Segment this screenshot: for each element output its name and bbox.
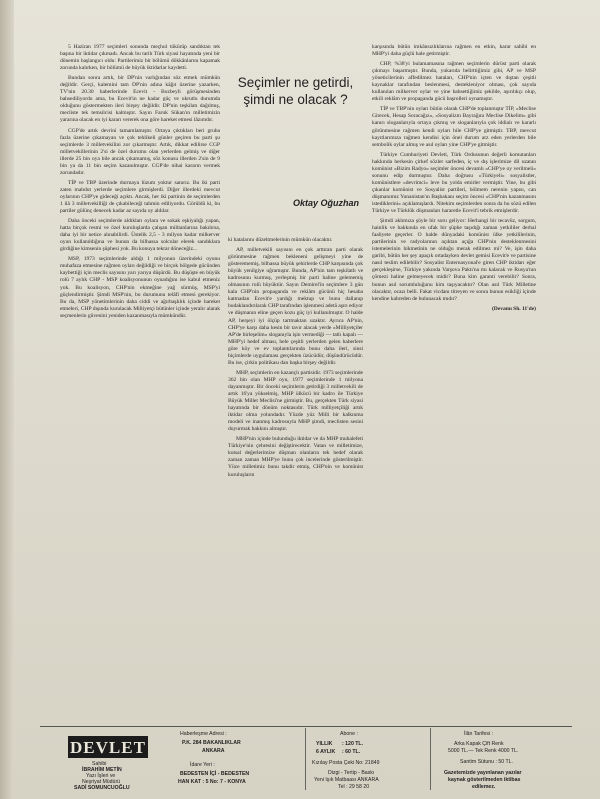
footer-divider — [305, 728, 306, 790]
paragraph: Türkiye Cumhuriyeti Devleti, Türk Ordusunun değerli komutanları hakkında herkesin çirkef sözler sarfeden, iç ve dış işlerimize dil uzatan komünist «Bizim Radyo» seçimler öncesi devamlı «CHP'ye oy verilmeli» sonunu edip durmuştur. Daha doğrusu «Türkiyeli» sosyalistler, komünistlere «devrimci» leve bu yolda emirler vermiştir. Yine, bu gibi çıkanlar komünist ve Sosyalist partileri, bölmem nerenin yapısı, can düşmanımız Yunanistan'ın Başbakanı seçim öncesi «CHP'nin kazanmasını istediklerini» açıklamışlardı. Nitekim seçimlerden sonra da bu sözü edilen Türkiye ve Türklük düşmanları hararetle Ecevit'i tebrik etmişlerdir. — [372, 151, 536, 215]
owner-title: Sahibi — [92, 761, 107, 767]
article-column-1 — [60, 44, 220, 720]
management-line-2: HAN KAT : 5 No: 7 - KONYA — [178, 779, 246, 785]
paragraph: MHP, seçimlerin en kazançlı partisidir. 1973 seçimlerinde 362 bin olan MHP oyu, 1977 seçimlerinde 1 milyona dayanmıştır. Bir önceki seçimlerin getirdiği 3 milletvekili de artık 16'ya yükselmiş, MHP ülkücü bir kadro ile Türkiye Büyük Millet Meclisi'ne girmiştir. Bu, gerçekten Türk siyasi hayatında bir dönüm noktasıdır. Türk milliyetçiliği artık iktidar olma yolundadır. Yüzde yüz Milli bir kalkınma modeli ve inanmış kadrosuyla MHP şimdi, meclisten sesini duyurmak hakkını almıştır. — [228, 369, 363, 433]
paragraph: Daha önceki seçimlerde aldıkları oylara ve sokak eşkiyalığı yapan, hatta birçok resmi ve özel kuruluşlarda çalışan militanlarına bakılırsa, daha iyi bir netice alınabilirdi. Üstelik 2,5 - 3 milyon kadar milkerver oyun kullanıldığına ve bunun da bilhassa solcular elerek sandıklara girdiğine kimsenin şüphesi yok. Bu konuya tekrar döneceğiz... — [60, 218, 220, 253]
disclaimer-3: edilemez. — [472, 784, 496, 790]
paragraph: TİP ve TBP üzerinde durmaya lüzum yoktur sanırız. Bu iki parti zaten mahdut yerlerde seçimlere girmişlerdi. Diğer illerdeki mevcut oylarının CHP'ye gideceği açıktı. Ancak, her iki partinin de seçimlerden 1 ilâ 3 milletvekilliği de çıkabileceği tahmin ediliyordu. Görüldü ki, bu partiler gülünç denecek kadar az sayıda oy aldılar. — [60, 179, 220, 215]
yearly-label: YILLIK — [316, 741, 333, 747]
management-line-1: BEDESTEN İÇİ - BEDESTEN — [180, 771, 250, 777]
footer-divider — [430, 728, 431, 790]
paragraph: CGP'de artık devrini tamamlamıştır. Ortaya çıktıkları beri gruba fazla üzerine çıkamayan ve çok tehlikeli günler geçiren bu parti şu seçimlerde 3 milletvekilini zor çıkarmıştır. Artık, dikkat edilirse CGP milletvekillerinin 2'si de özel durumu olan yerlerden gelmiş ve diğer illerde 25 bin oya bile ancak çıkamamış, söz konusu illerden 2'sin de 9 bin ya da 11 bin seçim kazanılmıştır. CGP'de nihai kararın vermek zorundadır. — [60, 127, 220, 176]
paragraph: MHP'nin içinde bulunduğu iktidar ve da MHP muhalefeti Türkiye'nin çehresini değiştirecektir. Vatan ve milletimize, kutsal değerlerimize düşman olanların tek hedef olarak zaman zaman MHP'ye bunu çok incelerinde gösterilmiştir. Yüce milletimiz bunu takdir etmiş, CHP'nin ve komünist kuruluşların — [228, 436, 363, 478]
article-column-2 — [228, 237, 363, 721]
footer-rule — [40, 726, 572, 727]
editor-title-1: Yazı İşleri ve — [86, 773, 116, 779]
correspondence-title: Haberleşme Adresi : — [180, 731, 227, 737]
print-line-2: Yeni Işık Matbaası ANKARA — [314, 777, 379, 783]
correspondence-line-1: P.K. 284 BAKANLIKLAR — [182, 740, 241, 746]
subscription-title: Abone : — [340, 731, 358, 737]
paragraph: TİP ve TBP'nin oyları bütün olarak CHP'de toplanmıştır TİP, «Meclise Girecek, Hesap Soracağız», «Sosyalizm Bayrağını Meclise Dikelim» gibi kanırı sloganlarıyla ortaya çıkmış ve sloganlarıyla çok iddialı ve kararlı görünmesine rağmen kendi oyları bile CHP'ye gitmiştir. TBP, mevcut kayıtlarımıza rağmen kendisi için önel durum arz eden yerlerden bile sembolik oylar almış ve asıl oyları yine CHP'ye gitmiştir. — [372, 106, 536, 148]
account-line: Kızılay Posta Çeki No: 21849 — [312, 760, 380, 766]
print-line-1: Dizgi - Tertip - Baskı — [328, 770, 375, 776]
paragraph: CHP, %38'yi bulamamasına rağmen seçimlerin dürüst parti olarak çıkmayı başarmıştır. Bunda, yukarıda belirttiğimiz gibi, AP ve MSP yöneticilerinin affedilmez hataları, CHP'nin içten ve dıştan çeşitli kaynaklar tarafından beslenmesi, destekleniyor olması, çok sayıda kullanılan milkerver oylar ve yine bahsettiğimiz şekilde, aşırılıkçı olup, etkili reklâm ve propaganda gücü başrolleri oynamıştır. — [372, 61, 536, 103]
scan-edge-shadow — [0, 0, 14, 799]
paragraph: karşısında bütün imkânsızlıklarına rağmen en etkin, karar sahibi en MHP'yi daha güçlü hale getirmiştir. — [372, 44, 536, 58]
owner-name: İBRAHİM METİN — [82, 767, 122, 773]
paragraph: ki hatalarını düzeltmelerinin mümkün olacaktır. — [228, 237, 333, 243]
six-month-label: 6 AYLIK — [316, 749, 336, 755]
paragraph: AP, milletvekili sayısını en çok arttıran parti olarak görünmesine rağmen bekleneni gelişmeyi yine de gösterememiş, bilhassa büyük şehirlerde CHP karşısında çok büyük yenilgiye uğramıştır. Bunda, AP'nin tam teşkilatlı ve kadrosunu kurmuş, yerleşmiş bir parti haline gelememiş olmasının rolü büyüktür. Sayın Demirel'in seçimlere 3 gün kala CHP'nin propaganda ve reklâm gücünü hiç hesaba katmadan Ecevit'e yardığı mektup ve bunu dallanıp budaklandırılarak CHP tarafından işlenmesi adetâ aşırı ediyor ve düşmanın eline geçen kozu güç iyi kullanılmıştır. O halde AP, herşeyi iyi ölçüp tartmaktan uzaktır. Ayrıca AP'nin, CHP'ye karşı daha kesin bir tavır alacak yerde «Milliyetçiler AP'de birleşelim» sloganıyla işin vermediği — tatlı kapalı — MHP'yi hedef alması, hele çeşitli yerlerden gelen haberlere göre köy ve ev toplantılarında bunu daha ileri, sinsi biçimlerde uygulaması gerçekten üzücüdür, düşündürücüdür. Bu ise, çirkin politikası dan başka birşey değildir. — [228, 247, 363, 366]
author-byline: Oktay Oğuzhan — [292, 198, 359, 208]
devlet-logo: DEVLET — [68, 736, 148, 758]
headline-box — [228, 44, 363, 219]
headline-line-1: Seçimler ne getirdi, — [237, 75, 354, 90]
correspondence-line-2: ANKARA — [202, 748, 225, 754]
back-cover-price: 5000 TL.— Tek Renk 4000 TL. — [448, 748, 519, 754]
disclaimer-1: Gazetemizde yayınlanan yazılar — [444, 770, 522, 776]
back-cover-label: Arka Kapak Çift Renk — [454, 741, 504, 747]
column-price: Santim Sütunu : 50 TL. — [460, 759, 513, 765]
ad-title: İlân Tarifesi : — [464, 731, 494, 737]
continued-note: (Devamı Sh. 11'de) — [491, 305, 536, 312]
editor-title-2: Neşriyat Müdürü — [82, 779, 121, 785]
disclaimer-2: kaynak gösterilmeden iktibas — [448, 777, 521, 783]
paragraph: Bundan sonra artık, bir DP'nin varlığından söz etmek mümkün değildir. Gerçi, kalemini tam DP'nin adına kâğıt üzerine yazarken, TV'nin 20.30 haberlerinde Ecevit - Bozbeyli görüşmesinden bahsediliyordu ama, bu Ecevit'in ne kadar güç ve ukrutlu durumda olduğunu göstermekten ileri birşey değildir. DP'nin teşkilatı dağılmış, mecliste tek temsilcisi kalmıştır. Sayın Faruk Sükan'ın milletimizin yararına olacak en iyi kararı vererek ona göre hareket etmesi lâzımdır. — [60, 75, 220, 124]
paragraph: Şimdi aklımıza şöyle bir soru geliyor: Herhangi bir tecavüz, sorgum, hainlik ve hakkında en ufak bir şüphe taşıdığı zaman yetkililer derhal faaliyete geçerler. O halde dünyadaki komünist ülke yetkililerinin, partilerinin ve radyolarının açıktan açığa CHP'nin desteklenmesini istemelerinin hikmetinin ne olduğu merak edilmez mi? Ve, işin daha garibi, bütün her şey apaçık ortadayken devlet gemisi Ecevit'e ve partisine nasıl teslim edilebilir? Sosyalist Enternasyonal'e giren CHP iktidarı eğer gerçekleşirse, Türkiye yakında Varşova Paktı'na mı kalacak ve Rusya'nın çömezi haline gelmeyecek midir? Buna kim garanti verebilir? Sonra, bunun asıl sorumluluğunu kim taşıyacaktır? Olan asıl Türk Milletine olacaktır, ocazı belli. Fakat vicdanı titreyen ve sonra bunun esikliği içinde kendine kahreden de bulunacak mıdır? — [372, 218, 536, 302]
article-column-3 — [372, 44, 536, 720]
management-title: İdare Yeri : — [190, 762, 215, 768]
print-phone: Tel : 29 58 20 — [338, 784, 370, 790]
headline-line-2: şimdi ne olacak ? — [243, 92, 348, 107]
paragraph: 5 Haziran 1977 seçimleri sonunda meçhul tükürüp sandıktan tek başına bir iktidar çıkmadı. Ancak bu tarih Türk siyasi hayatında yeni bir dönemin başlangıcı oldu: Partilerimiz bir bölümü dökkânlarını kapamak zorunda kalırken, bir bölümü de büyük iktidarlar kaydetti. — [60, 44, 220, 72]
six-month-price: : 60 TL. — [342, 749, 361, 755]
paragraph: MSP, 1973 seçimlerinde aldığı 1 milyonun üzerindeki oyunu muhafaza etmesine rağmen oyları değildiği ve birçok bölgede gücünden kaybettiği için meclis sayısını yarı yarıya düşürdü. Bu düşüşte en büyük rolü 7 aylık CHP - MSP koalisyonunun oynadığını ise kabul etmeniz yok. Bu koalisyon, CHP'nin ekmeğine yağ sürmüş, MSP'yi güçlendirmiştir. Şimdi MSP'nin, bu durumunu telâfi etmesi gerekiyor. Bu da, MSP yönetimlerinin daha ciddi ve ağırbaşlılık içinde hareket etmeleri, CHP dışında kurulacak Milliyetçi bütünler içinde yeralır alarak seçmenlerin güvenini yeniden kazanmasıyla mümkündür. — [60, 256, 220, 319]
yearly-price: : 120 TL. — [342, 741, 364, 747]
article-headline — [228, 74, 363, 108]
editor-name: SADİ SOMUNCUOĞLU — [74, 785, 130, 791]
masthead-footer — [40, 728, 572, 790]
